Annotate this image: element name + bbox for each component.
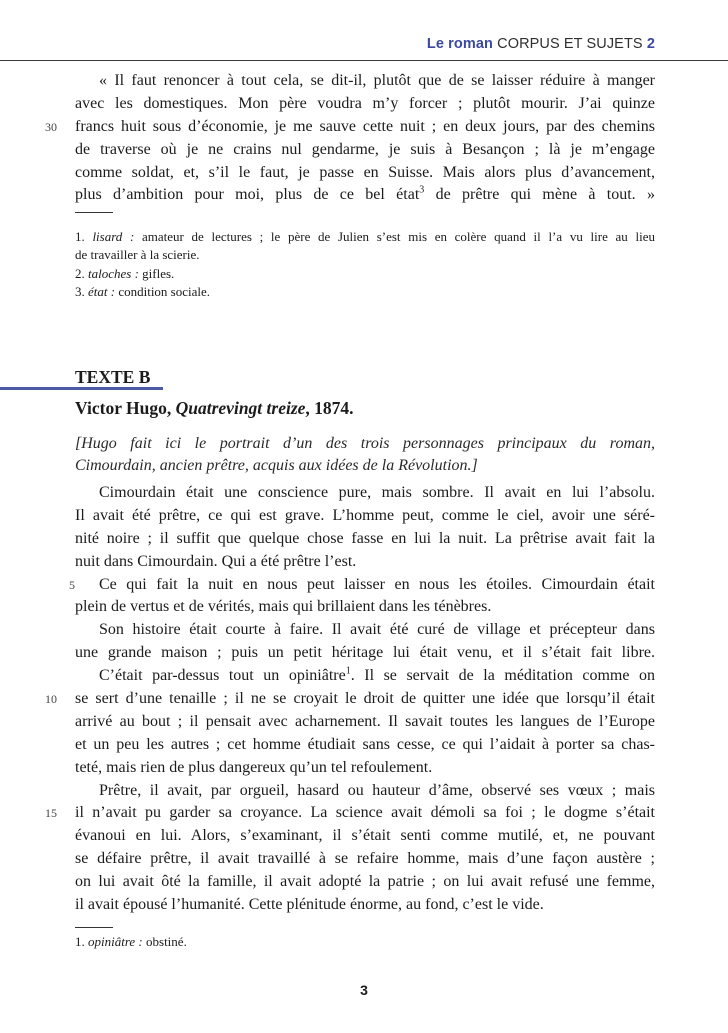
text-line — [75, 528, 655, 551]
footnote-definition: amateur de lectures ; le père de Julien s’est mis en colère quand il l’a vu lire au lieu — [134, 229, 655, 244]
line-text: arrivé au bout ; il pensait avec acharnement. Il savait toutes les langues de l’Europe — [75, 712, 655, 730]
text-a-footnotes — [75, 228, 655, 301]
work-name: Quatrevingt treize — [175, 398, 306, 418]
page-number: 3 — [360, 982, 368, 998]
text-line — [75, 93, 655, 116]
text-a-continuation — [45, 70, 656, 207]
line-text: Son histoire était courte à faire. Il avait été curé de village et précepteur dans — [99, 621, 655, 639]
line-text: une grande maison ; puis un petit héritage lui était venu, et il s’était fait libre. — [75, 644, 655, 662]
line-text: C’était par-dessus tout un opiniâtre — [99, 667, 346, 685]
footnote-ref: 1 — [345, 665, 351, 677]
text-line — [75, 505, 655, 528]
line-text: évanoui en lui. Alors, s’examinant, il s’était senti comme mutilé, et, ne pouvant — [75, 827, 655, 845]
section-title: TEXTE B — [75, 367, 151, 387]
work-title — [75, 398, 354, 419]
line-text: plus d’ambition pour moi, plus de ce bel état — [75, 186, 420, 204]
line-number: 15 — [45, 806, 57, 821]
footnote-term: lisard : — [92, 229, 135, 244]
line-text: il avait épousé l’humanité. Cette plénitude énorme, au fond, c’est le vide. — [75, 896, 544, 914]
line-number: 10 — [45, 692, 57, 707]
footnote-rule-b — [75, 927, 113, 928]
footnote-rule-a — [75, 212, 113, 213]
line-text: et un peu les autres ; cet homme étudiait sans cesse, ce qui l’aidait à porter sa chas- — [75, 735, 655, 753]
text-line — [45, 688, 655, 711]
text-line — [75, 70, 655, 93]
work-author: Victor Hugo, — [75, 398, 176, 418]
line-text: francs huit sous d’économie, je me sauve cette nuit ; en deux jours, par des chemins — [75, 117, 655, 135]
footnote-number: 1. — [75, 934, 88, 949]
line-text: avec les domestiques. Mon père voudra m’y forcer ; plutôt mourir. J’ai quinze — [75, 94, 655, 112]
text-line — [45, 116, 655, 139]
line-text: de prêtre qui mène à tout. » — [424, 186, 656, 204]
line-text: « Il faut renoncer à tout cela, se dit-il, plutôt que de se laisser réduire à manger — [99, 72, 655, 89]
footnote-line — [75, 283, 655, 301]
footnote-number: 3. — [75, 283, 88, 299]
line-text: nité noire ; il suffit que quelque chose fasse en lui la nuit. La prêtrise avait fait la — [75, 529, 655, 547]
line-text: . Il se servait de la méditation comme on — [350, 667, 655, 685]
footnote-definition: obstiné. — [142, 934, 187, 949]
footnote-definition: de travailler à la scierie. — [75, 247, 200, 263]
text-line — [75, 162, 655, 185]
running-header — [427, 36, 655, 52]
text-line — [75, 894, 655, 917]
text-line — [45, 802, 655, 825]
work-year: , 1874. — [305, 398, 354, 418]
text-line — [75, 825, 655, 848]
text-line — [75, 596, 655, 619]
header-chapter-number: 2 — [646, 36, 655, 52]
text-line — [75, 139, 655, 162]
line-number: 5 — [69, 577, 75, 592]
text-line — [75, 184, 655, 207]
line-text: nuit dans Cimourdain. Qui a été prêtre l’est. — [75, 552, 357, 570]
text-line — [75, 734, 655, 757]
line-text: se défaire prêtre, il avait travaillé à se refaire homme, mais d’une façon austère ; — [75, 850, 655, 868]
line-text: il n’avait pu garder sa croyance. La science avait démoli sa foi ; le dogme s’était — [75, 804, 655, 822]
footnote-term: taloches : — [88, 265, 139, 281]
line-text: comme soldat, et, s’il le faut, je passe en Suisse. Mais alors plus d’avancement, — [75, 163, 655, 181]
footnote-definition: condition sociale. — [115, 283, 211, 299]
text-b-introduction — [75, 433, 655, 477]
footnote-line — [75, 228, 655, 246]
header-rule — [0, 60, 728, 61]
intro-line: [Hugo fait ici le portrait d’un des trois personnages principaux du roman, — [75, 435, 655, 452]
text-line — [75, 757, 655, 780]
line-text: on lui avait ôté la famille, il avait adopté la patrie ; on lui avait refusé une femme, — [75, 873, 655, 891]
line-text: Ce qui fait la nuit en nous peut laisser en nous les étoiles. Cimourdain était — [99, 575, 655, 593]
text-line — [75, 871, 655, 894]
footnote-number: 1. — [75, 229, 93, 244]
footnote-ref: 3 — [419, 185, 425, 197]
text-b-body — [45, 482, 655, 917]
footnote-line — [75, 265, 655, 283]
text-line — [75, 665, 655, 688]
line-text: de traverse où je ne crains nul gendarme, je suis à Besançon ; là je m’engage — [75, 140, 655, 158]
text-line — [75, 551, 655, 574]
line-text: teté, mais rien de plus dangereux qu’un tel refoulement. — [75, 758, 433, 776]
line-text: Il avait été prêtre, ce qui est grave. L’homme peut, comme le ciel, avoir une séré- — [75, 506, 655, 524]
text-b-footnotes — [75, 933, 655, 951]
footnote-number: 2. — [75, 265, 88, 281]
text-line — [75, 711, 655, 734]
footnote-line — [75, 246, 655, 264]
line-number: 30 — [45, 119, 57, 134]
text-line — [75, 642, 655, 665]
footnote-line — [75, 933, 655, 951]
line-text: se sert d’une tenaille ; il ne se croyait le droit de quitter une idée que lorsqu’il était — [75, 690, 655, 708]
intro-line: Cimourdain, ancien prêtre, acquis aux idées de la Révolution.] — [75, 457, 478, 474]
text-line — [75, 619, 655, 642]
line-text: Cimourdain était une conscience pure, mais sombre. Il avait en lui l’absolu. — [99, 484, 655, 501]
footnote-definition: gifles. — [138, 265, 175, 281]
text-line — [75, 780, 655, 803]
header-part: CORPUS ET SUJETS — [497, 36, 643, 52]
text-line — [75, 848, 655, 871]
footnote-term: état : — [88, 283, 116, 299]
text-line — [75, 482, 655, 505]
text-line — [69, 574, 655, 597]
line-text: plein de vertus et de vérités, mais qui brillaient dans les ténèbres. — [75, 598, 492, 616]
header-section: Le roman — [426, 36, 493, 52]
footnote-term: opiniâtre : — [88, 934, 143, 949]
line-text: Prêtre, il avait, par orgueil, hasard ou hauteur d’âme, observé ses vœux ; mais — [99, 781, 655, 799]
